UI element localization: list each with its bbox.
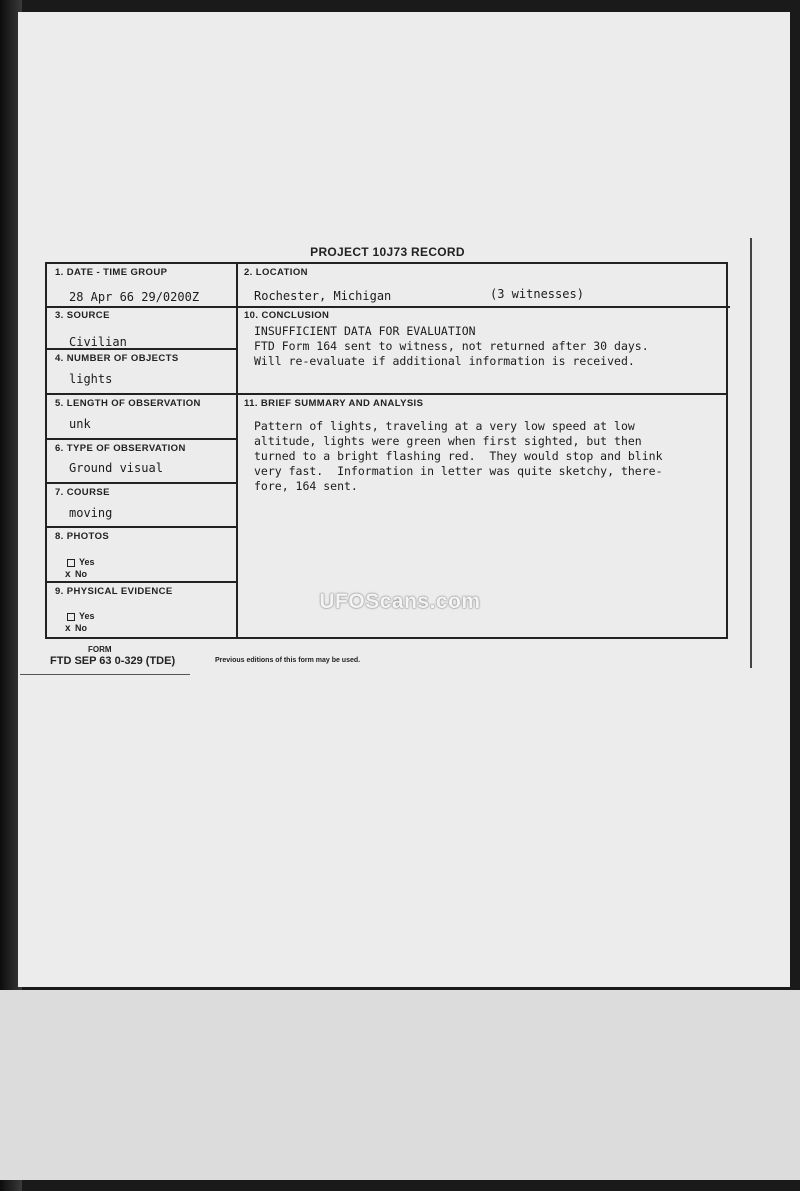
footer-form-code: FTD SEP 63 0-329 (TDE) — [50, 655, 176, 667]
footer-form-word: FORM — [88, 645, 112, 654]
physical-label: 9. PHYSICAL EVIDENCE — [55, 586, 173, 597]
source-value: Civilian — [69, 335, 127, 349]
summary-text: Pattern of lights, traveling at a very low speed at low altitude, lights were green when first sighted, but then turned to a bright flashing red. They would stop and blink very fast. Information in letter was quite sketchy, there- fore, 164 sent. — [254, 419, 663, 493]
conclusion-text: INSUFFICIENT DATA FOR EVALUATION FTD Form 164 sent to witness, not returned after 30 days. Will re-evaluate if additional information is received. — [254, 324, 649, 368]
row-divider — [47, 306, 236, 308]
row-divider — [47, 438, 236, 440]
photos-label: 8. PHOTOS — [55, 531, 110, 542]
num-objects-value: lights — [69, 372, 113, 386]
date-time-value: 28 Apr 66 29/0200Z — [69, 290, 200, 304]
conclusion-label: 10. CONCLUSION — [244, 310, 330, 321]
record-header: PROJECT 10J73 RECORD — [310, 245, 465, 259]
date-time-label: 1. DATE - TIME GROUP — [55, 267, 168, 278]
row-divider — [47, 482, 236, 484]
photos-no-option: x No — [65, 569, 87, 581]
num-objects-label: 4. NUMBER OF OBJECTS — [55, 353, 179, 364]
location-value: Rochester, Michigan — [254, 289, 392, 303]
watermark: UFOScans.com — [319, 590, 481, 613]
type-obs-value: Ground visual — [69, 461, 163, 475]
checkbox-empty-icon — [67, 559, 75, 567]
fold-line — [20, 674, 190, 675]
course-value: moving — [69, 506, 113, 520]
length-value: unk — [69, 417, 91, 431]
checkbox-checked-icon: x — [65, 623, 71, 635]
record-form — [45, 262, 728, 639]
row-divider — [47, 393, 726, 395]
physical-yes-option: Yes — [67, 611, 95, 621]
row-divider — [47, 581, 236, 583]
type-obs-label: 6. TYPE OF OBSERVATION — [55, 443, 186, 454]
page-edge-line — [750, 238, 752, 668]
physical-no-option: x No — [65, 623, 87, 635]
column-divider — [236, 264, 238, 637]
summary-label: 11. BRIEF SUMMARY AND ANALYSIS — [244, 398, 424, 409]
course-label: 7. COURSE — [55, 487, 110, 498]
next-sheet — [0, 990, 800, 1180]
location-note: (3 witnesses) — [490, 287, 584, 301]
row-divider — [47, 526, 236, 528]
source-label: 3. SOURCE — [55, 310, 110, 321]
footer-note: Previous editions of this form may be used. — [215, 657, 361, 664]
photos-yes-option: Yes — [67, 557, 95, 567]
row-divider — [237, 306, 730, 308]
checkbox-empty-icon — [67, 613, 75, 621]
checkbox-checked-icon: x — [65, 569, 71, 581]
length-label: 5. LENGTH OF OBSERVATION — [55, 398, 201, 409]
location-label: 2. LOCATION — [244, 267, 308, 278]
